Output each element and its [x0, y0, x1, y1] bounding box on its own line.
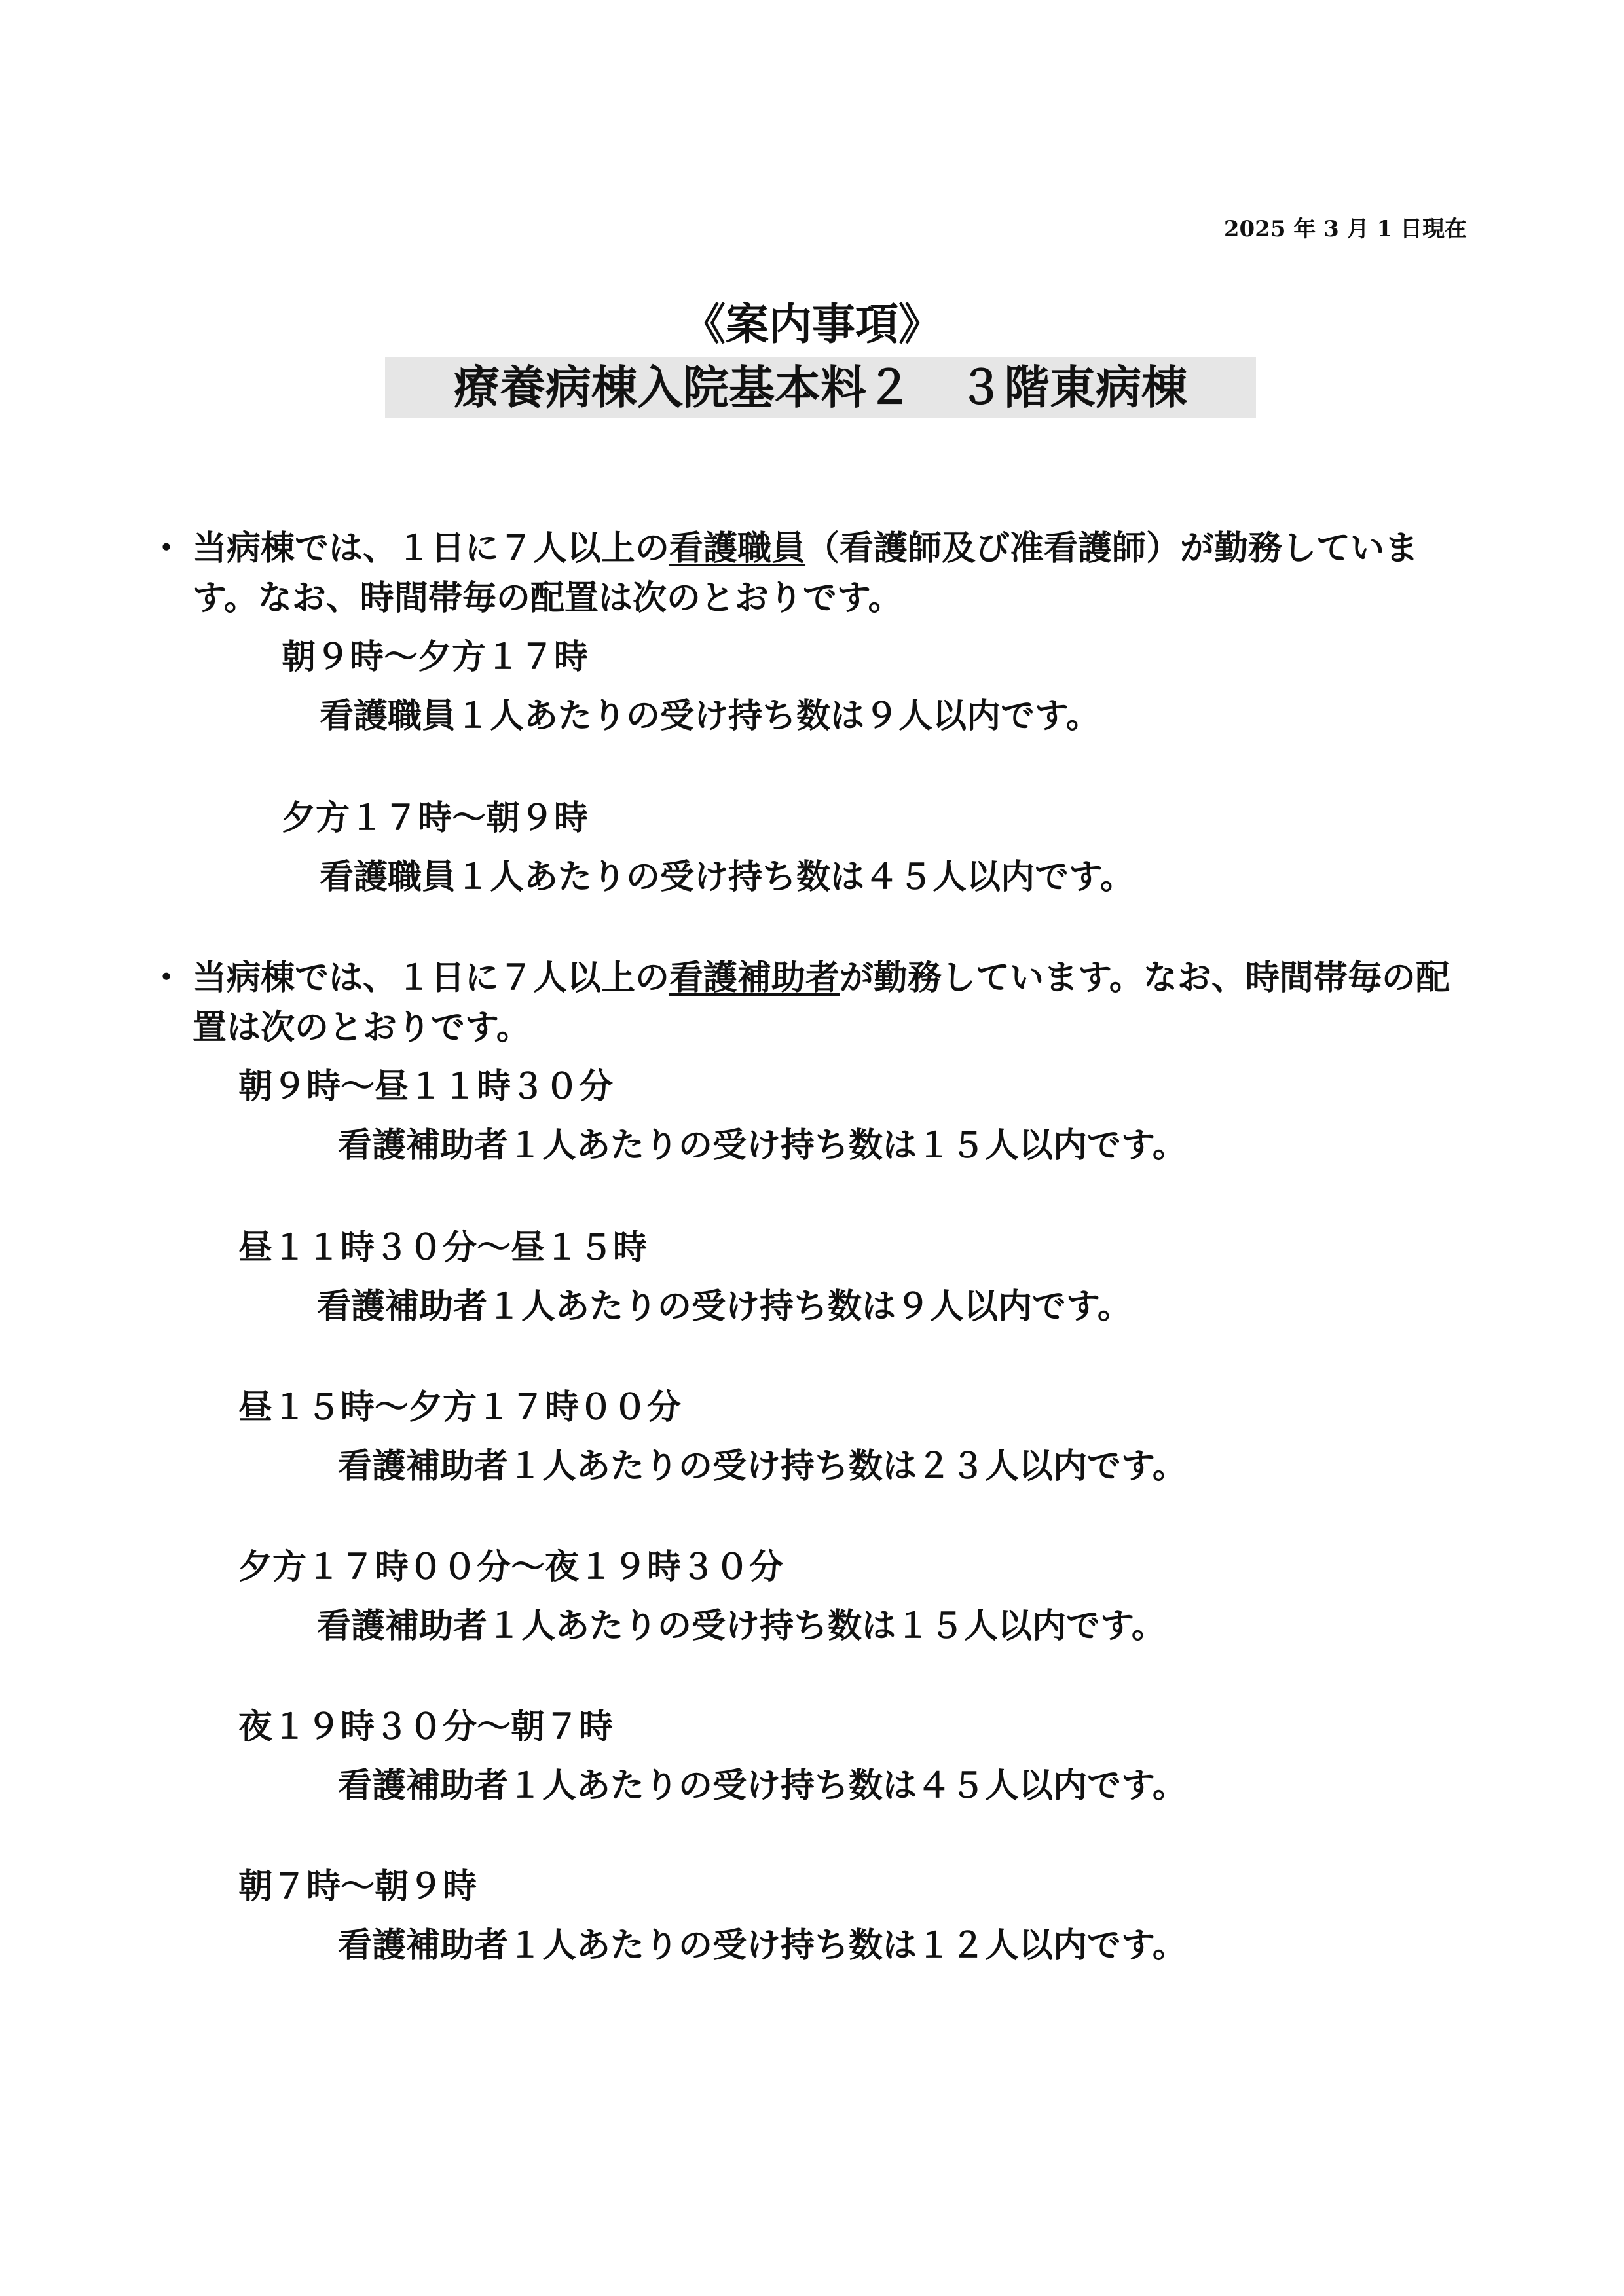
time-slot: 昼１１時３０分～昼１５時	[238, 1228, 648, 1267]
time-slot: 朝９時～夕方１７時	[282, 637, 589, 677]
section-intro	[149, 953, 1480, 1053]
intro-text	[164, 524, 1480, 623]
assistant-ratio: 看護補助者１人あたりの受け持ち数は２３人以内です。	[338, 1446, 1187, 1486]
assistant-ratio: 看護補助者１人あたりの受け持ち数は１２人以内です。	[338, 1925, 1187, 1965]
time-slot: 昼１５時～夕方１７時００分	[238, 1387, 682, 1427]
assistant-ratio: 看護補助者１人あたりの受け持ち数は１５人以内です。	[338, 1125, 1187, 1165]
intro-text-b: が勤務しています。なお、時間帯毎の配置は次のとおりです。	[193, 958, 1450, 1048]
assistant-ratio: 看護補助者１人あたりの受け持ち数は９人以内です。	[317, 1286, 1132, 1326]
document-subtitle: 療養病棟入院基本料２ ３階東病棟	[385, 357, 1256, 418]
staff-ratio: 看護職員１人あたりの受け持ち数は９人以内です。	[320, 696, 1100, 736]
time-slot: 夜１９時３０分～朝７時	[238, 1707, 614, 1747]
assistant-ratio: 看護補助者１人あたりの受け持ち数は１５人以内です。	[317, 1606, 1166, 1646]
time-slot: 夕方１７時～朝９時	[282, 798, 589, 838]
intro-underlined-term: 看護職員	[669, 528, 806, 568]
intro-text	[164, 953, 1480, 1053]
bullet: ・	[149, 958, 184, 998]
intro-text-b: （看護師及び准看護師）が勤務しています。なお、時間帯毎の配置は次のとおりです。	[193, 528, 1419, 618]
assistant-ratio: 看護補助者１人あたりの受け持ち数は４５人以内です。	[338, 1766, 1187, 1806]
time-slot: 夕方１７時００分～夜１９時３０分	[238, 1547, 784, 1587]
document-date: 2025 年 3 月 1 日現在	[1223, 216, 1467, 242]
section-intro	[149, 524, 1480, 623]
bullet: ・	[149, 528, 184, 568]
time-slot: 朝７時～朝９時	[238, 1867, 477, 1906]
intro-underlined-term: 看護補助者	[669, 958, 840, 998]
document-title: 《案内事項》	[682, 299, 942, 350]
intro-text-a: 当病棟では、１日に７人以上の	[193, 958, 670, 998]
time-slot: 朝９時～昼１１時３０分	[238, 1066, 614, 1106]
intro-text-a: 当病棟では、１日に７人以上の	[193, 528, 670, 568]
staff-ratio: 看護職員１人あたりの受け持ち数は４５人以内です。	[320, 857, 1134, 897]
